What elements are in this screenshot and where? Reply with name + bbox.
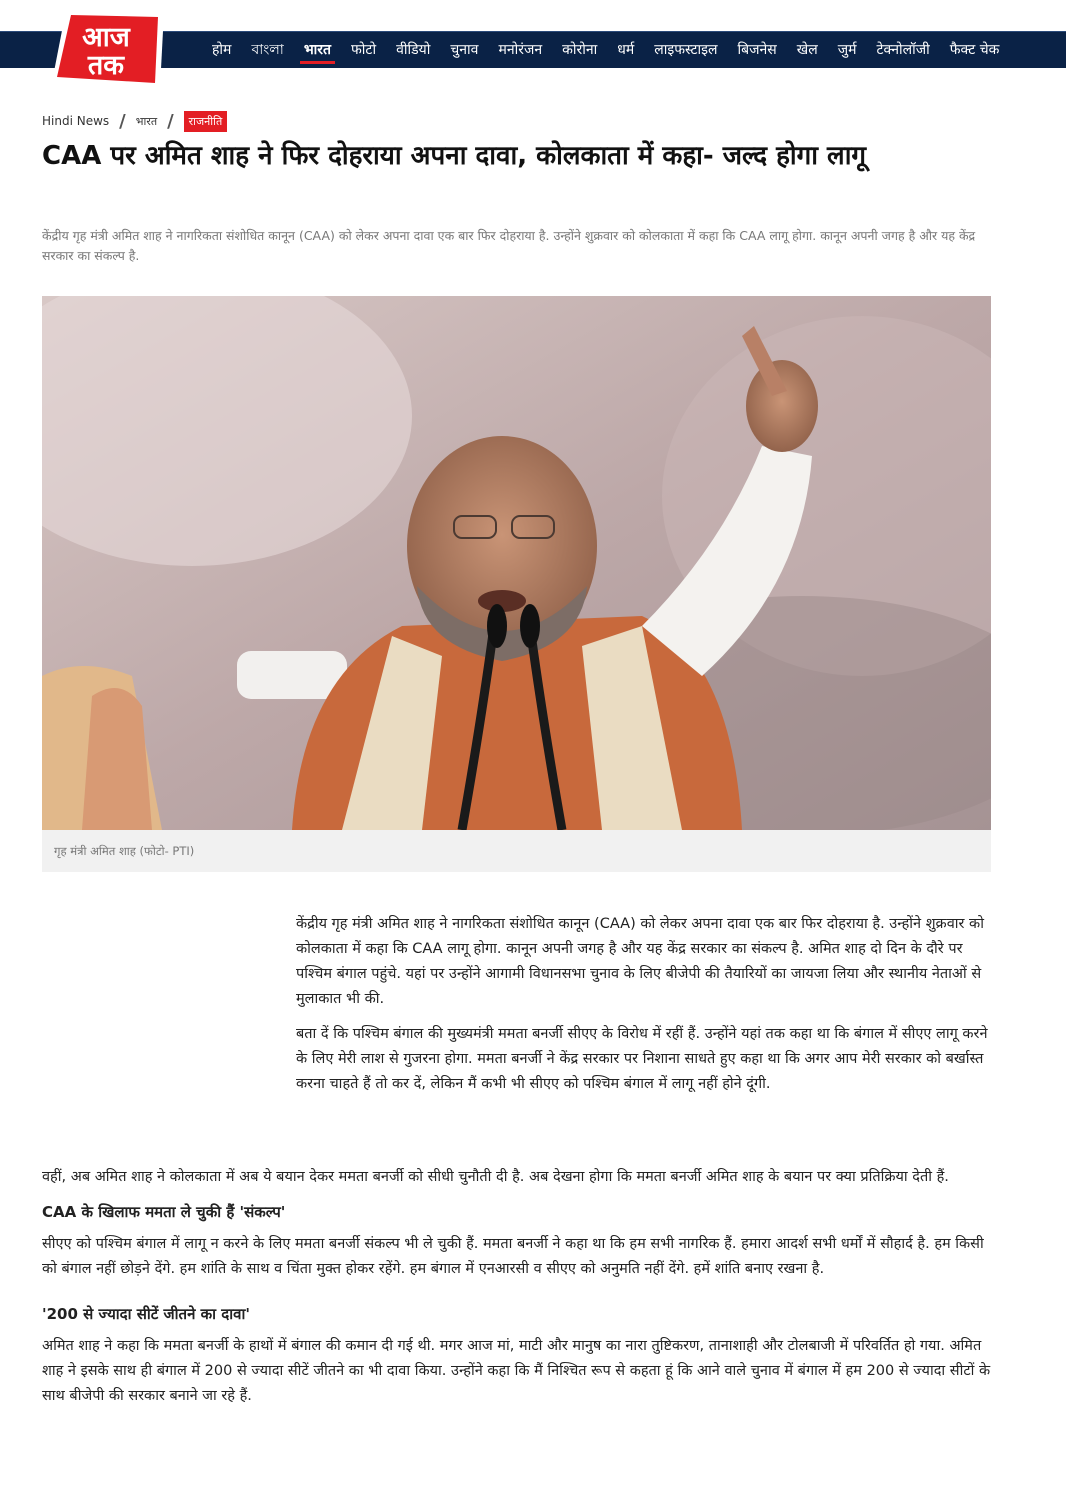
nav-item[interactable]: होम <box>212 42 232 58</box>
nav-item[interactable]: टेक्नोलॉजी <box>876 42 930 58</box>
logo-text-line2: तक <box>87 50 125 81</box>
nav-item[interactable]: कोरोना <box>562 42 598 58</box>
article-paragraph: सीएए को पश्चिम बंगाल में लागू न करने के लिए ममता बनर्जी संकल्प भी ले चुकी हैं. ममता बनर्जी ने कहा था कि हम सभी नागरिक हैं. हमारा आदर्श सभी धर्मों में सौहार्द है. हम किसी को बंगाल नहीं छोड़ने देंगे. हम शांति के साथ व चिंता मुक्त होकर रहेंगे. हम बंगाल में एनआरसी व सीएए को अनुमति नहीं देंगे. हमें शांति बनाए रखना है. <box>42 1236 984 1277</box>
nav-menu <box>212 32 1019 68</box>
article-summary: केंद्रीय गृह मंत्री अमित शाह ने नागरिकता संशोधित कानून (CAA) को लेकर अपना दावा एक बार फिर दोहराया है. उन्होंने शुक्रवार को कोलकाता में कहा कि CAA लागू होगा. कानून अपनी जगह है और यह केंद्र सरकार का संकल्प है. <box>42 228 976 263</box>
article-body-full <box>42 1165 992 1417</box>
article-subheading: CAA के खिलाफ ममता ले चुकी हैं 'संकल्प' <box>42 1203 286 1221</box>
breadcrumb <box>42 110 227 132</box>
article-paragraph: वहीं, अब अमित शाह ने कोलकाता में अब ये बयान देकर ममता बनर्जी को सीधी चुनौती दी है. अब देखना होगा कि ममता बनर्जी अमित शाह के बयान पर क्या प्रतिक्रिया देती हैं. <box>42 1169 949 1185</box>
article-title: CAA पर अमित शाह ने फिर दोहराया अपना दावा, कोलकाता में कहा- जल्द होगा लागू <box>42 141 867 171</box>
nav-item[interactable]: जुर्म <box>837 42 857 58</box>
breadcrumb-category-badge[interactable]: राजनीति <box>184 111 228 132</box>
nav-item[interactable]: चुनाव <box>450 42 479 58</box>
nav-item[interactable]: खेल <box>796 42 818 58</box>
article-paragraph: बता दें कि पश्चिम बंगाल की मुख्यमंत्री ममता बनर्जी सीएए के विरोध में रहीं हैं. उन्होंने यहां तक कहा था कि बंगाल में सीएए लागू करने के लिए मेरी लाश से गुजरना होगा. ममता बनर्जी ने केंद्र सरकार पर निशाना साधते हुए कहा था कि अगर आप मेरी सरकार को बर्खास्त करना चाहते हैं तो कर दें, लेकिन मैं कभी भी सीएए को पश्चिम बंगाल में लागू नहीं होने दूंगी. <box>296 1026 988 1092</box>
nav-item[interactable]: বাংলা <box>251 42 284 58</box>
nav-item[interactable]: मनोरंजन <box>498 42 543 58</box>
aajtak-logo[interactable] <box>44 6 168 92</box>
nav-item[interactable]: धर्म <box>617 42 635 58</box>
nav-item[interactable]: फैक्ट चेक <box>949 42 1000 58</box>
nav-item[interactable]: बिजनेस <box>737 42 777 58</box>
breadcrumb-home-link[interactable]: Hindi News <box>42 114 110 128</box>
article-paragraph: केंद्रीय गृह मंत्री अमित शाह ने नागरिकता संशोधित कानून (CAA) को लेकर अपना दावा एक बार फिर दोहराया है. उन्होंने शुक्रवार को कोलकाता में कहा कि CAA लागू होगा. कानून अपनी जगह है और यह केंद्र सरकार का संकल्प है. अमित शाह दो दिन के दौरे पर पश्चिम बंगाल पहुंचे. यहां पर उन्होंने आगामी विधानसभा चुनाव के लिए बीजेपी की तैयारियों का जायजा लिया और स्थानीय नेताओं से मुलाकात भी की. <box>296 916 984 1007</box>
breadcrumb-separator: / <box>167 110 174 132</box>
image-caption-bar <box>42 830 991 872</box>
nav-item[interactable]: भारत <box>304 32 331 68</box>
breadcrumb-section-link[interactable]: भारत <box>135 114 158 128</box>
article-body-narrow <box>296 912 992 1107</box>
nav-item[interactable]: लाइफस्टाइल <box>654 42 718 58</box>
nav-item[interactable]: फोटो <box>351 42 377 58</box>
breadcrumb-separator: / <box>119 110 126 132</box>
nav-item[interactable]: वीडियो <box>396 42 431 58</box>
image-caption: गृह मंत्री अमित शाह (फोटो- PTI) <box>54 844 195 858</box>
article-subheading: '200 से ज्यादा सीटें जीतने का दावा' <box>42 1305 250 1323</box>
article-hero-image[interactable] <box>42 296 991 830</box>
logo-text-line1: आज <box>82 22 130 53</box>
article-paragraph: अमित शाह ने कहा कि ममता बनर्जी के हाथों में बंगाल की कमान दी गई थी. मगर आज मां, माटी और मानुष का नारा तुष्टिकरण, तानाशाही और टोलबाजी में परिवर्तित हो गया. अमित शाह ने इसके साथ ही बंगाल में 200 से ज्यादा सीटें जीतने का भी दावा किया. उन्होंने कहा कि मैं निश्चित रूप से कहता हूं कि आने वाले चुनाव में बंगाल में हम 200 से ज्यादा सीटों के साथ बीजेपी की सरकार बनाने जा रहे हैं. <box>42 1338 991 1404</box>
